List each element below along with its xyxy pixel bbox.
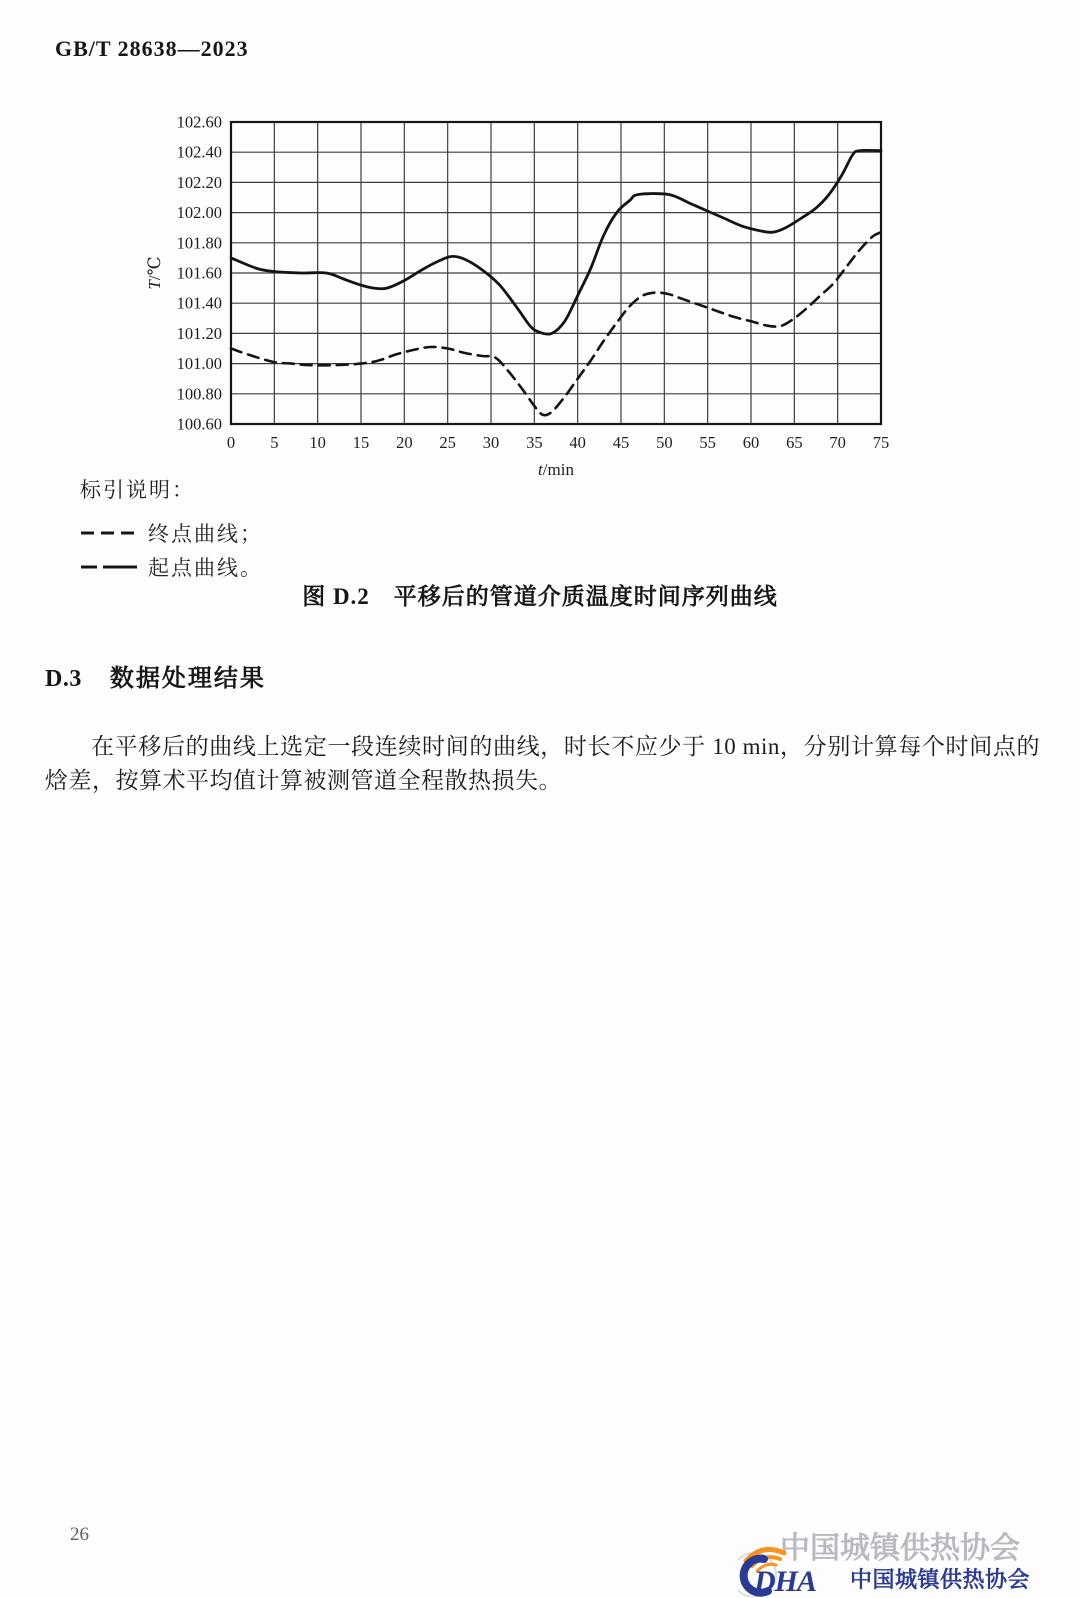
svg-text:65: 65 bbox=[786, 433, 803, 452]
svg-text:101.40: 101.40 bbox=[176, 293, 222, 313]
association-logo bbox=[675, 1505, 1055, 1598]
svg-text:100.80: 100.80 bbox=[176, 384, 222, 404]
svg-text:5: 5 bbox=[270, 433, 279, 452]
legend-item-end-curve bbox=[80, 516, 263, 550]
svg-text:35: 35 bbox=[526, 433, 543, 452]
logo-abbr: DHA bbox=[753, 1565, 816, 1598]
svg-text:101.60: 101.60 bbox=[176, 263, 222, 283]
solid-line-swatch bbox=[80, 564, 138, 570]
svg-text:102.40: 102.40 bbox=[176, 142, 222, 162]
cdha-emblem bbox=[738, 1545, 842, 1597]
svg-text:0: 0 bbox=[226, 433, 236, 452]
legend-item-label: 起点曲线。 bbox=[148, 556, 263, 580]
section-heading bbox=[45, 658, 266, 693]
svg-text:101.20: 101.20 bbox=[176, 323, 222, 343]
section-number: D.3 bbox=[45, 666, 82, 692]
dashed-line-swatch bbox=[80, 530, 138, 536]
svg-text:25: 25 bbox=[439, 433, 456, 452]
logo-watermark-text: 中国城镇供热协会 bbox=[780, 1532, 1020, 1565]
page-number: 26 bbox=[70, 1524, 89, 1545]
svg-text:101.00: 101.00 bbox=[176, 354, 222, 374]
svg-text:45: 45 bbox=[612, 433, 630, 452]
svg-text:102.20: 102.20 bbox=[176, 172, 222, 192]
legend-item-label: 终点曲线； bbox=[148, 522, 263, 546]
svg-text:100.60: 100.60 bbox=[176, 414, 222, 434]
svg-text:75: 75 bbox=[872, 433, 890, 452]
logo-row bbox=[738, 1545, 1030, 1597]
svg-text:101.80: 101.80 bbox=[176, 233, 222, 253]
svg-text:t/min: t/min bbox=[538, 460, 574, 479]
svg-text:102.00: 102.00 bbox=[176, 203, 222, 223]
svg-text:10: 10 bbox=[309, 433, 326, 452]
section-title: 数据处理结果 bbox=[109, 666, 266, 692]
body-paragraph: 在平移后的曲线上选定一段连续时间的曲线，时长不应少于 10 min，分别计算每个时间点的焓差，按算术平均值计算被测管道全程散热损失。 bbox=[45, 734, 1040, 793]
svg-text:102.60: 102.60 bbox=[176, 112, 222, 132]
figure-caption: 图 D.2 平移后的管道介质温度时间序列曲线 bbox=[302, 584, 778, 609]
svg-text:40: 40 bbox=[569, 433, 586, 452]
temperature-time-chart bbox=[0, 0, 1080, 480]
svg-text:30: 30 bbox=[482, 433, 500, 452]
logo-name: 中国城镇供热协会 bbox=[849, 1567, 1030, 1592]
svg-text:60: 60 bbox=[742, 433, 760, 452]
svg-text:55: 55 bbox=[699, 433, 716, 452]
chart-legend bbox=[80, 474, 263, 584]
legend-heading: 标引说明： bbox=[80, 478, 195, 502]
svg-text:15: 15 bbox=[352, 433, 370, 452]
svg-text:70: 70 bbox=[829, 433, 846, 452]
standard-number-header: GB/T 28638—2023 bbox=[55, 36, 249, 61]
svg-text:20: 20 bbox=[396, 433, 413, 452]
svg-text:50: 50 bbox=[656, 433, 673, 452]
svg-text:T/℃: T/℃ bbox=[145, 256, 164, 290]
